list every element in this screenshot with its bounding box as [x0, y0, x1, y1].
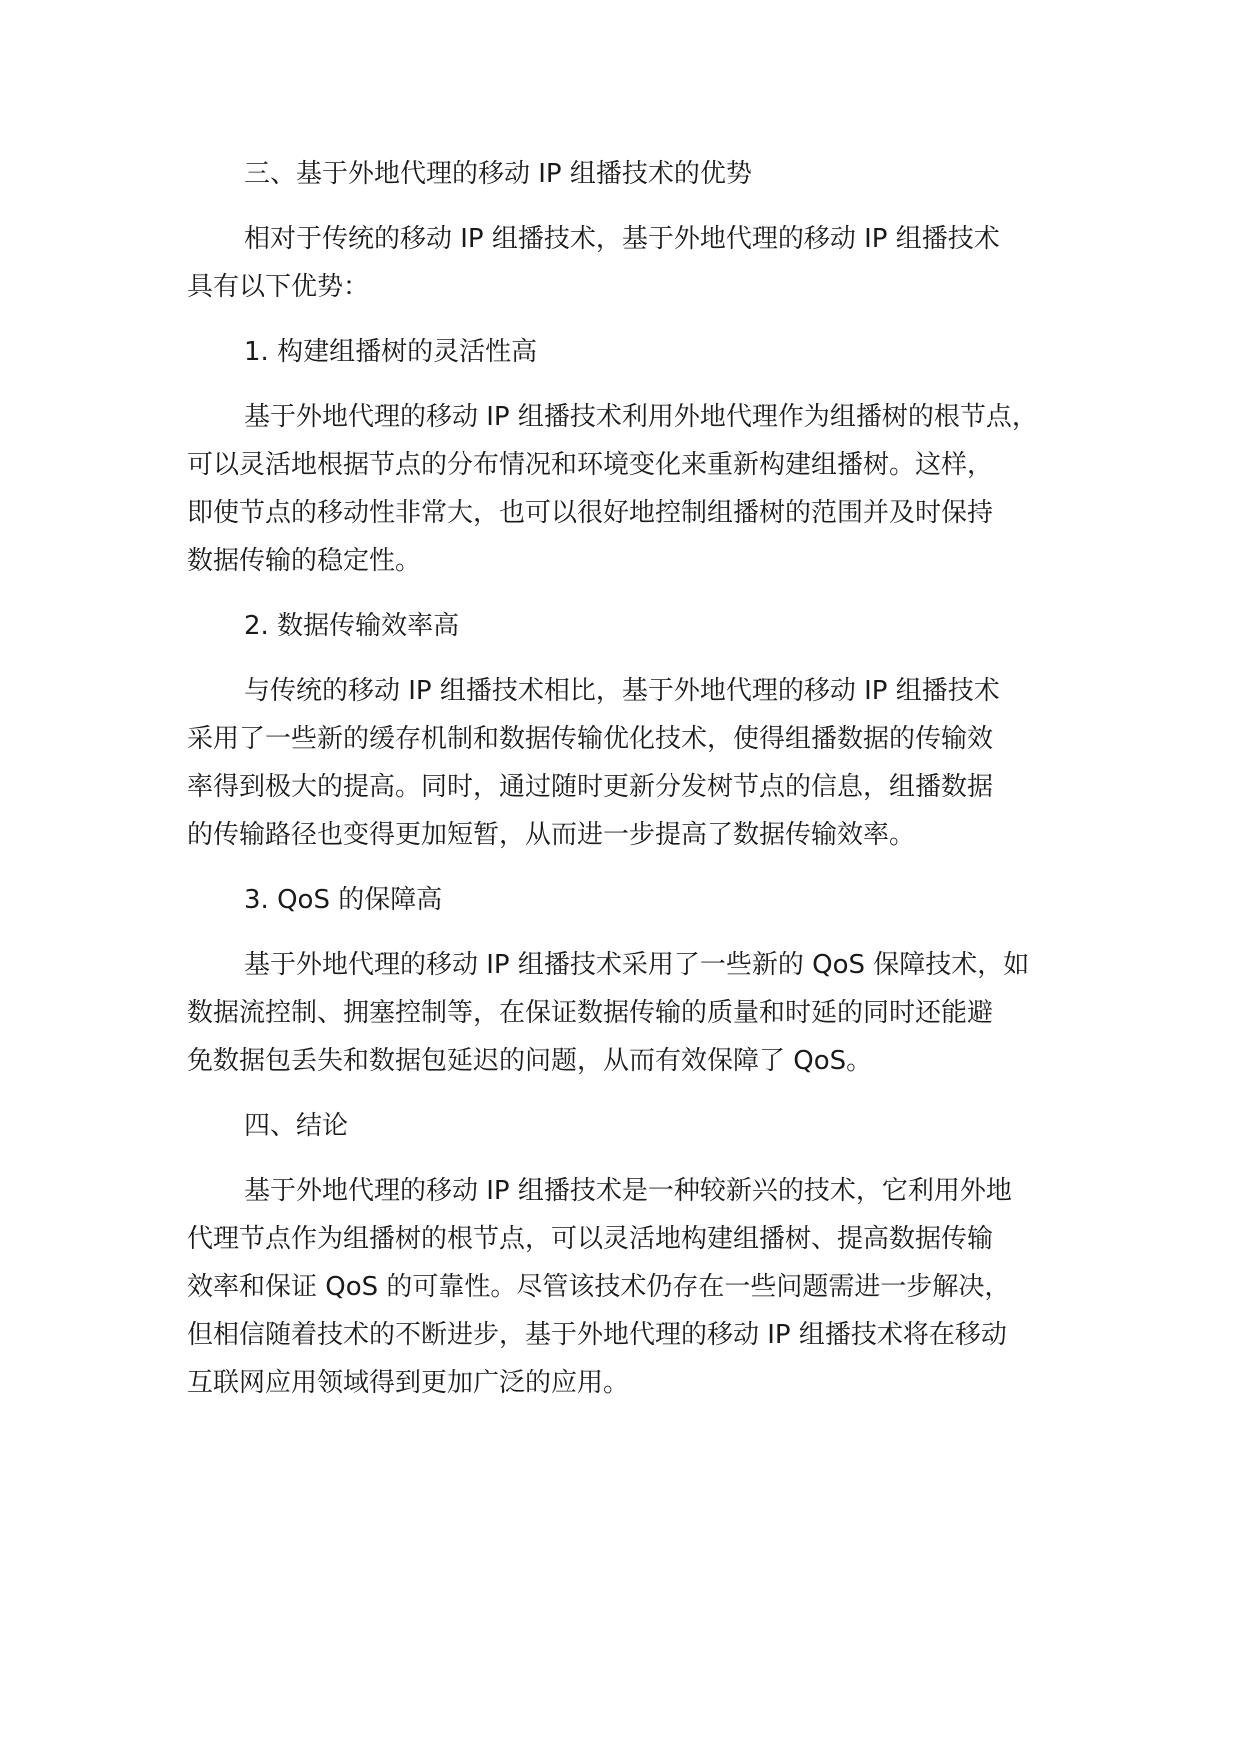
- paragraph-line: 代理节点作为组播树的根节点，可以灵活地构建组播树、提高数据传输: [187, 1224, 994, 1254]
- document-page: [187, 150, 1087, 1407]
- paragraph-line: 基于外地代理的移动 IP 组播技术采用了一些新的 QoS 保障技术，如: [244, 950, 1030, 980]
- intro-paragraph: [187, 215, 1087, 311]
- paragraph-line: 基于外地代理的移动 IP 组播技术利用外地代理作为组播树的根节点，: [244, 402, 1038, 432]
- paragraph-line: 数据传输的稳定性。: [187, 546, 422, 576]
- item1-heading-text: 1. 构建组播树的灵活性高: [244, 337, 538, 367]
- paragraph-line: 采用了一些新的缓存机制和数据传输优化技术，使得组播数据的传输效: [187, 724, 994, 754]
- paragraph-line: 具有以下优势：: [187, 272, 370, 302]
- item3-heading-text: 3. QoS 的保障高: [244, 885, 443, 915]
- paragraph-line: 效率和保证 QoS 的可靠性。尽管该技术仍存在一些问题需进一步解决，: [187, 1272, 1011, 1302]
- item3-paragraph: [187, 941, 1087, 1085]
- conclusion-paragraph: [187, 1167, 1087, 1407]
- section3-heading: [187, 150, 1087, 198]
- paragraph-line: 数据流控制、拥塞控制等，在保证数据传输的质量和时延的同时还能避: [187, 998, 994, 1028]
- paragraph-line: 率得到极大的提高。同时，通过随时更新分发树节点的信息，组播数据: [187, 772, 994, 802]
- item2-heading-text: 2. 数据传输效率高: [244, 611, 460, 641]
- item1-heading: [187, 328, 1087, 376]
- paragraph-line: 的传输路径也变得更加短暂，从而进一步提高了数据传输效率。: [187, 820, 916, 850]
- paragraph-line: 互联网应用领域得到更加广泛的应用。: [187, 1368, 630, 1398]
- section4-heading-text: 四、结论: [244, 1111, 349, 1141]
- paragraph-line: 相对于传统的移动 IP 组播技术，基于外地代理的移动 IP 组播技术: [244, 224, 1000, 254]
- paragraph-line: 但相信随着技术的不断进步，基于外地代理的移动 IP 组播技术将在移动: [187, 1320, 1007, 1350]
- item2-heading: [187, 602, 1087, 650]
- item1-paragraph: [187, 393, 1087, 585]
- paragraph-line: 可以灵活地根据节点的分布情况和环境变化来重新构建组播树。这样，: [187, 450, 994, 480]
- paragraph-line: 与传统的移动 IP 组播技术相比，基于外地代理的移动 IP 组播技术: [244, 676, 1000, 706]
- paragraph-line: 免数据包丢失和数据包延迟的问题，从而有效保障了 QoS。: [187, 1046, 873, 1076]
- item2-paragraph: [187, 667, 1087, 859]
- section4-heading: [187, 1102, 1087, 1150]
- section3-heading-text: 三、基于外地代理的移动 IP 组播技术的优势: [244, 159, 752, 189]
- item3-heading: [187, 876, 1087, 924]
- paragraph-line: 即使节点的移动性非常大，也可以很好地控制组播树的范围并及时保持: [187, 498, 994, 528]
- paragraph-line: 基于外地代理的移动 IP 组播技术是一种较新兴的技术，它利用外地: [244, 1176, 1012, 1206]
